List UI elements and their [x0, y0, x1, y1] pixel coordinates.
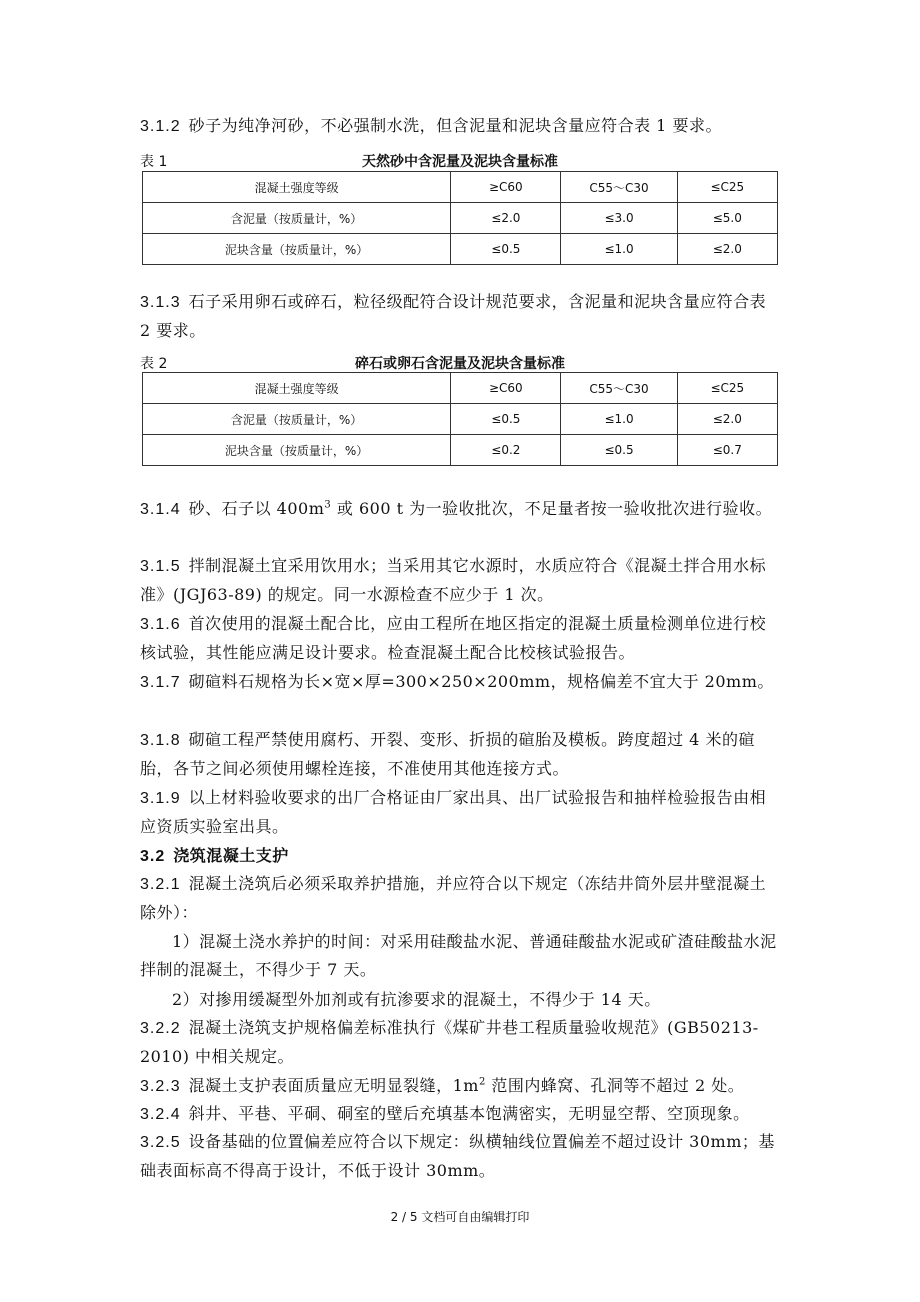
clause-3-2-4 [140, 1100, 780, 1129]
table-cell: ≤1.0 [561, 404, 677, 435]
table-cell: ≤0.7 [677, 435, 777, 466]
clause-number: 3.2.5 [140, 1134, 181, 1151]
table-cell: ≤0.5 [451, 234, 561, 265]
table-cell: ≤0.2 [451, 435, 561, 466]
table-row [143, 373, 778, 404]
clause-number: 3.1.2 [140, 118, 181, 135]
table-cell: C55～C30 [561, 373, 677, 404]
table-cell: C55～C30 [561, 172, 677, 203]
table-1 [142, 171, 778, 265]
table-row [143, 172, 778, 203]
table-cell: ≤1.0 [561, 234, 677, 265]
clause-text: 首次使用的混凝土配合比，应由工程所在地区指定的混凝土质量检测单位进行校核试验，其性能应满足设计要求。检查混凝土配合比校核试验报告。 [140, 614, 767, 662]
table-title: 碎石或卵石含泥量及泥块含量标准 [355, 356, 565, 372]
table-cell: 泥块含量（按质量计，%） [143, 435, 451, 466]
clause-text: 以上材料验收要求的出厂合格证由厂家出具、出厂试验报告和抽样检验报告由相应资质实验室出具。 [140, 788, 767, 836]
clause-3-2-5 [140, 1128, 780, 1185]
table-row [143, 203, 778, 234]
list-item-text: 1）混凝土浇水养护的时间：对采用硅酸盐水泥、普通硅酸盐水泥或矿渣硅酸盐水泥拌制的混凝土，不得少于 7 天。 [140, 932, 777, 979]
list-item-text: 2）对掺用缓凝型外加剂或有抗渗要求的混凝土，不得少于 14 天。 [172, 990, 661, 1009]
clause-3-1-2 [140, 112, 780, 141]
section-heading-3-2 [140, 842, 780, 871]
clause-text: 混凝土浇筑支护规格偏差标准执行《煤矿井巷工程质量验收规范》(GB50213-2010) 中相关规定。 [140, 1018, 759, 1066]
clause-text: 设备基础的位置偏差应符合以下规定：纵横轴线位置偏差不超过设计 30mm；基础表面标高不得高于设计，不低于设计 30mm。 [140, 1132, 775, 1180]
clause-3-2-2 [140, 1014, 780, 1071]
clause-number: 3.1.8 [140, 732, 181, 749]
table-2 [142, 372, 778, 466]
section-title: 浇筑混凝土支护 [173, 846, 289, 865]
clause-text: 混凝土支护表面质量应无明显裂缝，1m [188, 1076, 479, 1095]
clause-number: 3.2.3 [140, 1078, 181, 1095]
table-1-caption [140, 151, 780, 169]
table-label: 表 2 [140, 356, 168, 372]
table-cell: ≤2.0 [451, 203, 561, 234]
table-cell: ≥C60 [451, 373, 561, 404]
clause-number: 3.1.9 [140, 790, 181, 807]
clause-text: 砌碹工程严禁使用腐朽、开裂、变形、折损的碹胎及模板。跨度超过 4 米的碹胎，各节之间必须使用螺栓连接，不准使用其他连接方式。 [140, 730, 755, 778]
clause-number: 3.2.4 [140, 1106, 181, 1123]
table-cell: 泥块含量（按质量计，%） [143, 234, 451, 265]
table-row [143, 435, 778, 466]
table-cell: 混凝土强度等级 [143, 172, 451, 203]
clause-number: 3.1.6 [140, 616, 181, 633]
clause-text: 混凝土浇筑后必须采取养护措施，并应符合以下规定（冻结井筒外层井壁混凝土除外）： [140, 874, 767, 922]
clause-number: 3.1.7 [140, 674, 181, 691]
clause-3-1-3 [140, 288, 780, 345]
clause-text: 砂、石子以 400m [188, 499, 325, 518]
clause-3-2-1-item-1 [140, 928, 780, 984]
clause-number: 3.2.2 [140, 1020, 181, 1037]
clause-3-1-8 [140, 726, 780, 783]
table-cell: ≤C25 [677, 373, 777, 404]
table-row [143, 404, 778, 435]
clause-text: 或 600 t 为一验收批次，不足量者按一验收批次进行验收。 [331, 499, 773, 518]
table-cell: ≤0.5 [561, 435, 677, 466]
table-cell: 含泥量（按质量计，%） [143, 404, 451, 435]
superscript: 3 [324, 499, 332, 511]
clause-text: 范围内蜂窝、孔洞等不超过 2 处。 [485, 1076, 745, 1095]
clause-text: 拌制混凝土宜采用饮用水；当采用其它水源时，水质应符合《混凝土拌合用水标准》(JGJ63-89) 的规定。同一水源检查不应少于 1 次。 [140, 556, 767, 604]
section-number: 3.2 [140, 848, 166, 865]
table-cell: 含泥量（按质量计，%） [143, 203, 451, 234]
clause-3-2-1-item-2 [140, 986, 780, 1014]
table-title: 天然砂中含泥量及泥块含量标准 [362, 154, 558, 170]
table-cell: 混凝土强度等级 [143, 373, 451, 404]
clause-text: 砌碹料石规格为长×宽×厚=300×250×200mm，规格偏差不宜大于 20mm。 [188, 672, 774, 691]
clause-text: 斜井、平巷、平硐、硐室的壁后充填基本饱满密实，无明显空帮、空顶现象。 [188, 1104, 750, 1123]
table-label: 表 1 [140, 154, 168, 170]
clause-3-1-4 [140, 495, 780, 524]
table-cell: ≤2.0 [677, 404, 777, 435]
table-cell: ≤C25 [677, 172, 777, 203]
clause-3-1-9 [140, 784, 780, 841]
clause-number: 3.1.4 [140, 501, 181, 518]
clause-3-2-1 [140, 870, 780, 927]
clause-text: 砂子为纯净河砂，不必强制水洗，但含泥量和泥块含量应符合表 1 要求。 [188, 116, 722, 135]
table-cell: ≤0.5 [451, 404, 561, 435]
clause-3-2-3 [140, 1072, 780, 1101]
clause-number: 3.1.3 [140, 294, 181, 311]
page-footer: 2 / 5 文档可自由编辑打印 [390, 1210, 530, 1224]
table-cell: ≥C60 [451, 172, 561, 203]
table-2-caption [140, 353, 780, 371]
clause-text: 石子采用卵石或碎石，粒径级配符合设计规范要求，含泥量和泥块含量应符合表 2 要求。 [140, 292, 767, 340]
clause-number: 3.2.1 [140, 876, 181, 893]
clause-3-1-7 [140, 668, 780, 697]
clause-3-1-6 [140, 610, 780, 667]
clause-3-1-5 [140, 552, 780, 609]
table-cell: ≤3.0 [561, 203, 677, 234]
table-row [143, 234, 778, 265]
table-cell: ≤5.0 [677, 203, 777, 234]
clause-number: 3.1.5 [140, 558, 181, 575]
table-cell: ≤2.0 [677, 234, 777, 265]
superscript: 2 [478, 1076, 486, 1088]
